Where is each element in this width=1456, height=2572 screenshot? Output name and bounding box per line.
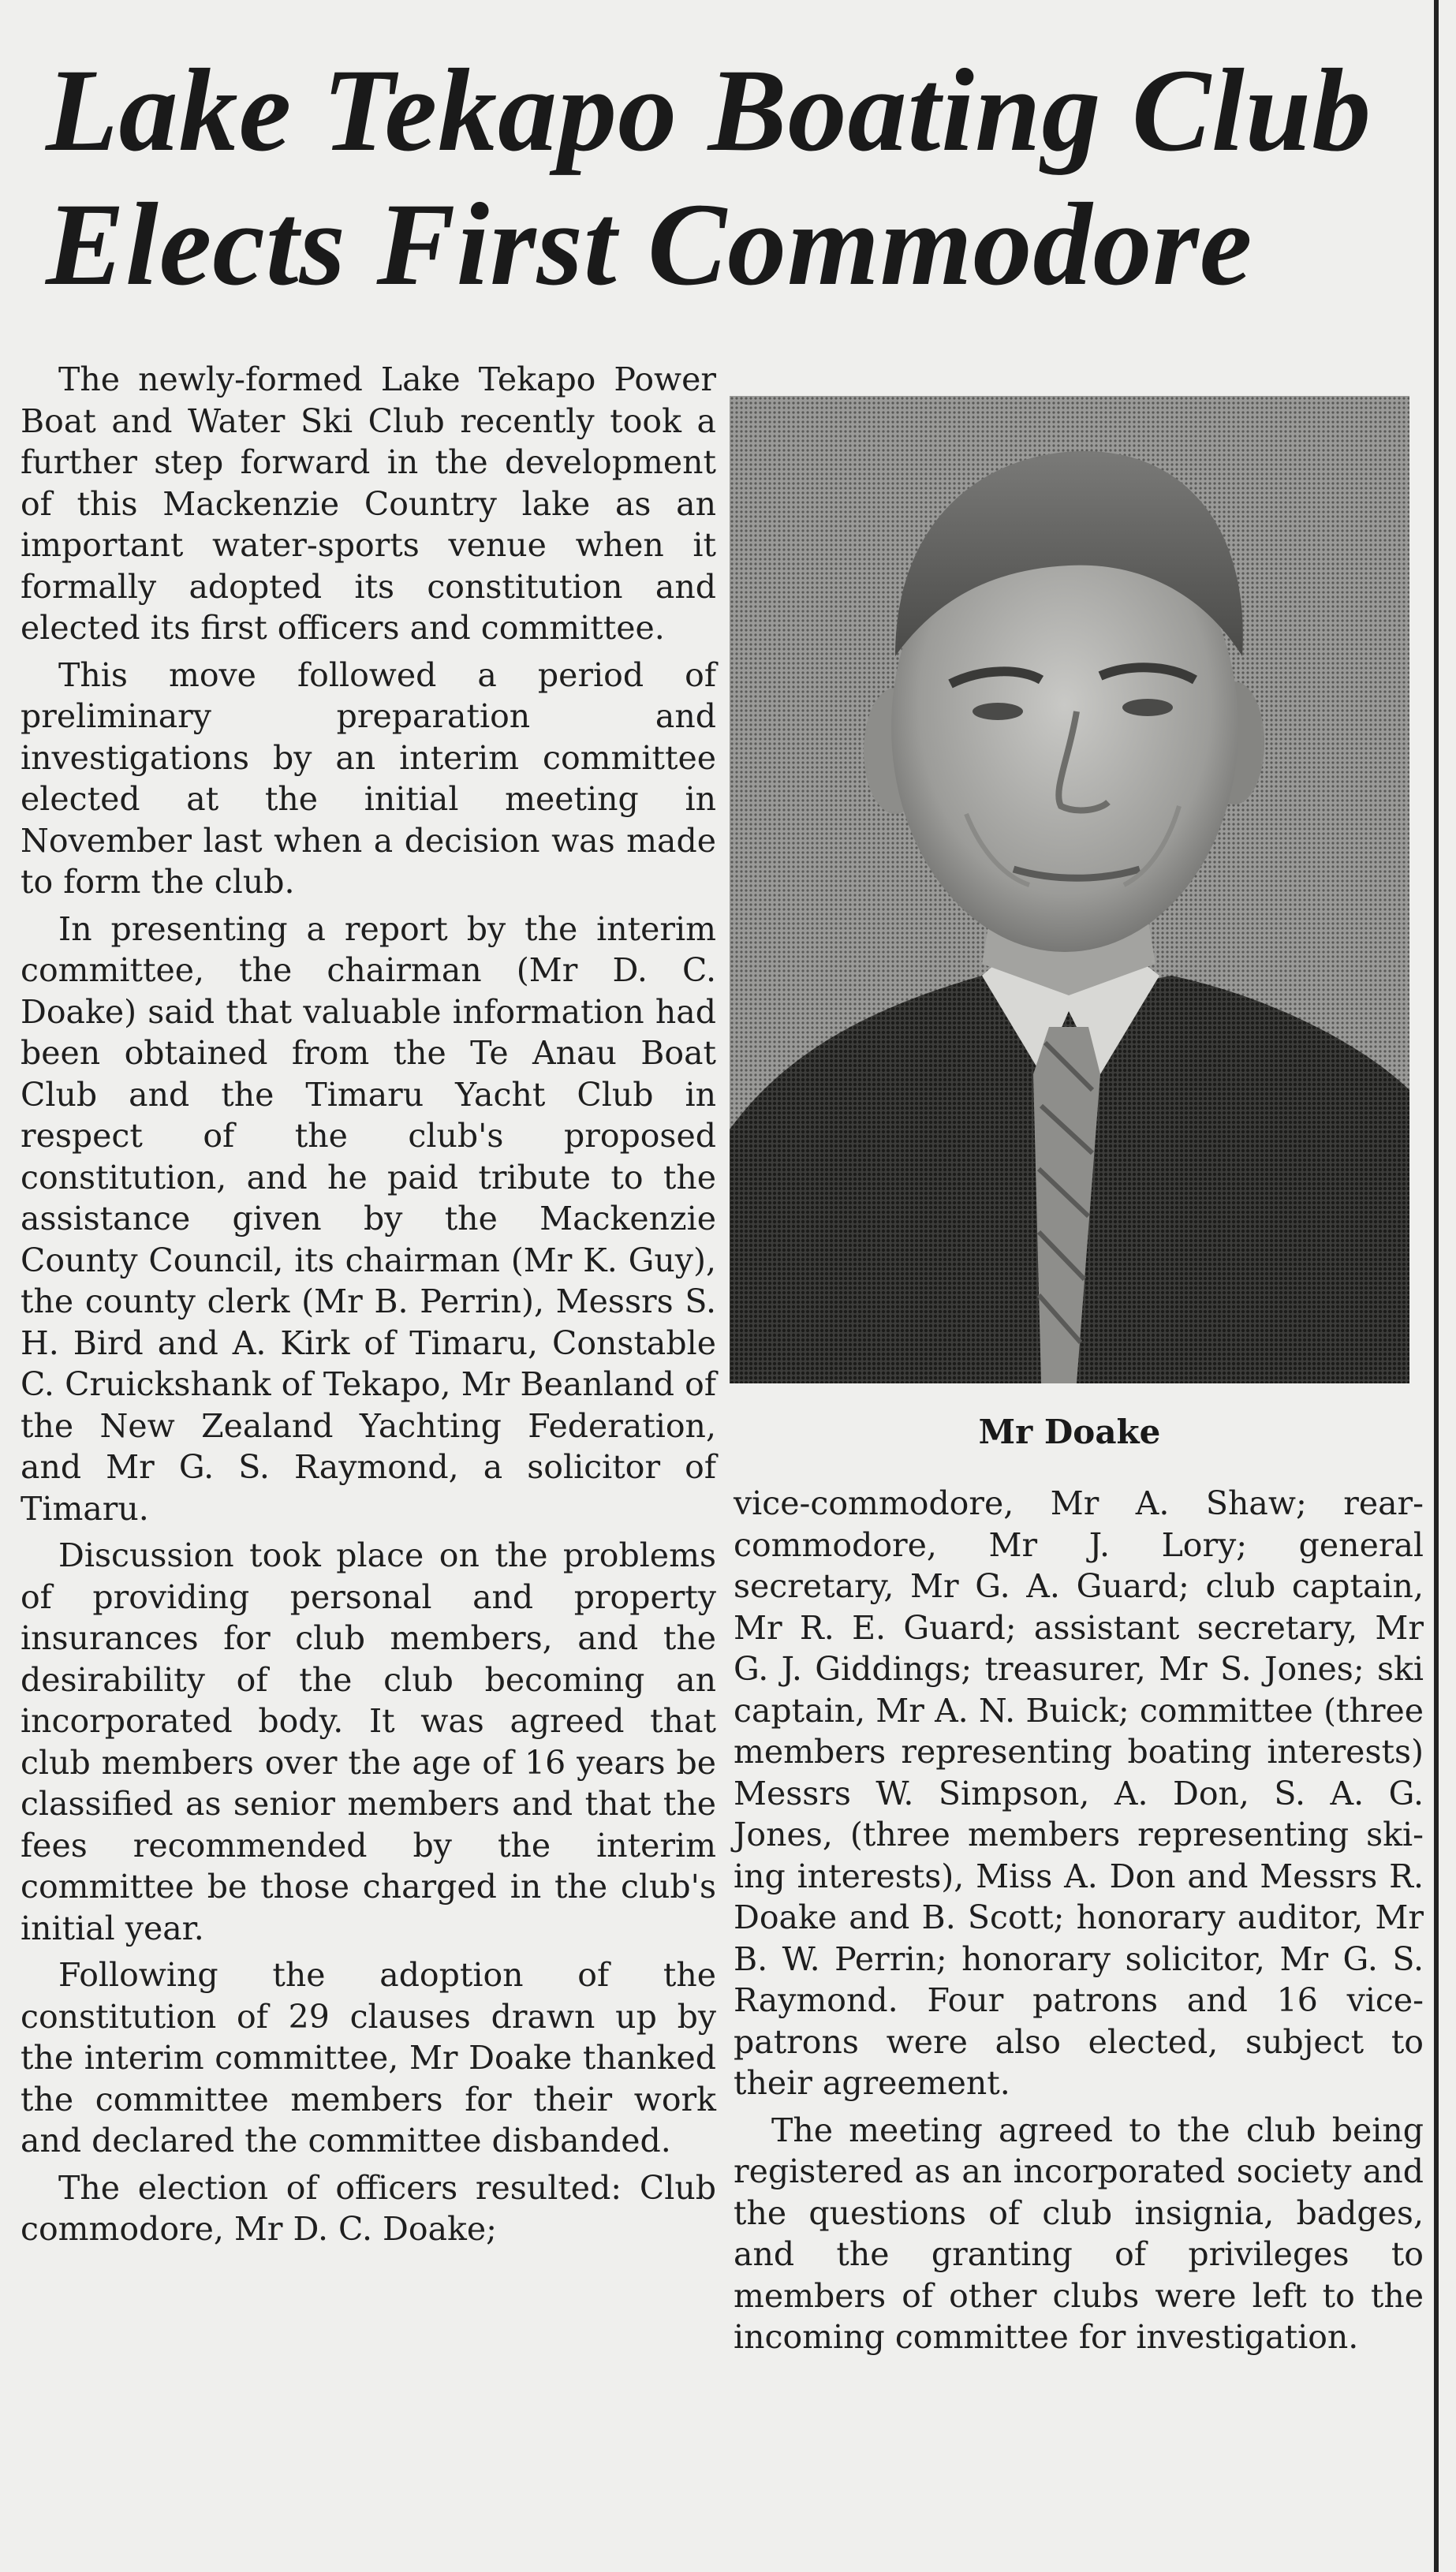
paragraph-preparation: This move followed a period of preliminary preparation and investigations by an interim committee elected at the initial meeting in November last when a decision was made to form the club. [21, 655, 716, 901]
portrait-photo [730, 396, 1409, 1383]
paragraph-election-start: The election of officers resulted: Club commodore, Mr D. C. Doake; [21, 2168, 716, 2248]
column-rule [1434, 0, 1439, 2572]
paragraph-report: In presenting a report by the interim committee, the chairman (Mr D. C. Doake) said that valuable information had been obtained from the Te Anau Boat Club and the Timaru Yacht Club in respect of the club's proposed constitution, and he paid tribute to the assistance given by the Mackenzie County Council, its chairman (Mr K. Guy), the county clerk (Mr B. Perrin), Messrs S. H. Bird and A. Kirk of Timaru, Constable C. Cruickshank of Tekapo, Mr Beanland of the New Zealand Yachting Federation, and Mr G. S. Raymond, a solicitor of Timaru. [21, 909, 716, 1528]
paragraph-closing: The meeting agreed to the club being registered as an incorporated society and the questions of club insignia, badges, and the granting of privileges to members of other clubs were left to the incoming committee for investigation. [734, 2111, 1424, 2356]
headline-line-2: Elects First Commodore [46, 179, 1253, 310]
headline-line-1: Lake Tekapo Boating Club [46, 45, 1372, 176]
paragraph-intro: The newly-formed Lake Tekapo Power Boat and Water Ski Club recently took a further step forward in the development of this Mackenzie Country lake as an important water-sports venue when it formally adopted its constitution and elected its first officers and committee. [21, 360, 716, 647]
left-column [21, 359, 716, 2256]
headline [46, 43, 1418, 312]
paragraph-officers-continued: vice-commodore, Mr A. Shaw; rear-commodore, Mr J. Lory; general secretary, Mr G. A. Guard; club captain, Mr R. E. Guard; assistant secretary, Mr G. J. Giddings; treasurer, Mr S. Jones; ski captain, Mr A. N. Buick; committee (three members representing boating interests) Messrs W. Simpson, A. Don, S. A. G. Jones, (three members representing ski-ing interests), Miss A. Don and Messrs R. Doake and B. Scott; honorary auditor, Mr B. W. Perrin; honorary solicitor, Mr G. S. Raymond. Four patrons and 16 vice-patrons were also elected, subject to their agreement. [734, 1484, 1424, 2102]
paragraph-constitution: Following the adoption of the constitution of 29 clauses drawn up by the interim committee, Mr Doake thanked the committee members for their work and declared the committee disbanded. [21, 1956, 716, 2160]
right-column [734, 1483, 1424, 2364]
photo-caption: Mr Doake [978, 1413, 1161, 1451]
paragraph-discussion: Discussion took place on the problems of providing personal and property insurances for club members, and the desirability of the club becoming an incorporated body. It was agreed that club members over the age of 16 years be classified as senior members and that the fees recommended by the interim committee be those charged in the club's initial year. [21, 1536, 716, 1947]
